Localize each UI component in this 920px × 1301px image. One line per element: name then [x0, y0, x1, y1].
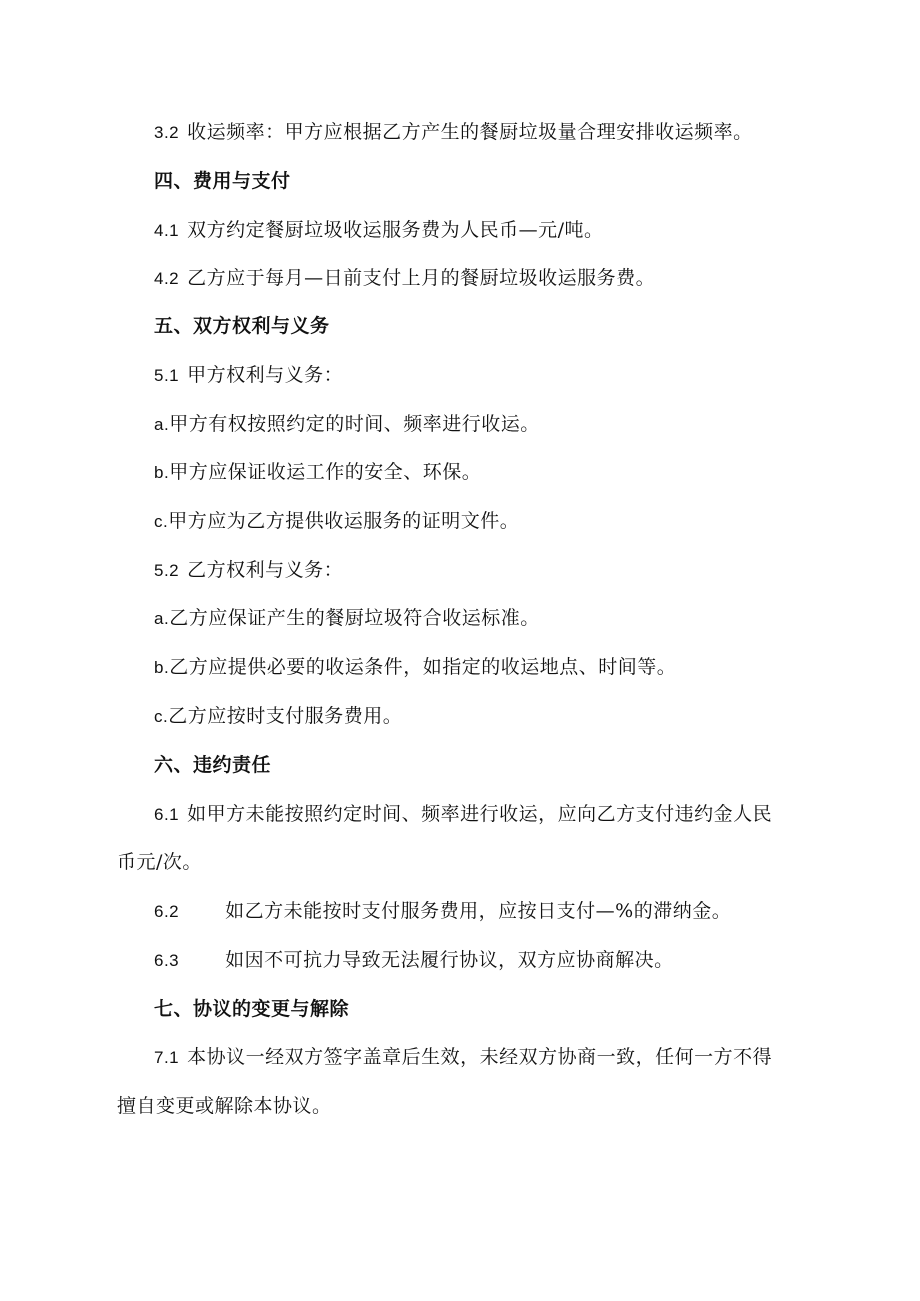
- clause-4-2: [154, 265, 655, 292]
- section-heading-5: 五、双方权利与义务: [154, 315, 330, 337]
- clause-text: 如因不可抗力导致无法履行协议，双方应协商解决。: [225, 949, 674, 971]
- clause-text: 乙方应于每月—日前支付上月的餐厨垃圾收运服务费。: [187, 267, 656, 289]
- item-text: 乙方应按时支付服务费用。: [168, 705, 403, 727]
- clause-5-1: [154, 362, 343, 389]
- clause-text: 如乙方未能按时支付服务费用，应按日支付—%的滞纳金。: [225, 900, 732, 922]
- clause-number: 5.2: [154, 561, 180, 580]
- clause-number: 4.2: [154, 269, 180, 288]
- item-letter: b.: [154, 658, 170, 677]
- clause-number: 7.1: [154, 1048, 180, 1067]
- item-5-1-c: [154, 508, 519, 535]
- clause-5-2: [154, 557, 343, 584]
- section-heading-6: 六、违约责任: [154, 754, 272, 776]
- clause-number: 4.1: [154, 221, 180, 240]
- clause-7-1: [154, 1044, 772, 1071]
- clause-6-2: [154, 898, 731, 925]
- item-letter: c.: [154, 707, 169, 726]
- item-text: 甲方应保证收运工作的安全、环保。: [169, 461, 482, 483]
- section-heading-7: 七、协议的变更与解除: [154, 998, 350, 1020]
- item-5-2-b: [154, 654, 676, 681]
- item-text: 甲方应为乙方提供收运服务的证明文件。: [168, 510, 520, 532]
- clause-text: 双方约定餐厨垃圾收运服务费为人民币—元/吨。: [187, 219, 604, 241]
- item-text: 乙方应提供必要的收运条件，如指定的收运地点、时间等。: [169, 656, 677, 678]
- section-heading-4: 四、费用与支付: [154, 170, 291, 192]
- item-5-1-b: [154, 459, 481, 486]
- clause-3-2: [154, 119, 753, 146]
- item-5-2-a: [154, 605, 540, 632]
- clause-text: 乙方权利与义务：: [187, 559, 344, 581]
- clause-number: 3.2: [154, 123, 180, 142]
- item-5-1-a: [154, 411, 540, 438]
- clause-6-1-continuation: 币元/次。: [117, 851, 202, 873]
- clause-number: 6.1: [154, 805, 180, 824]
- clause-4-1: [154, 217, 604, 244]
- clause-6-1: [154, 801, 772, 828]
- clause-7-1-continuation: 擅自变更或解除本协议。: [117, 1095, 332, 1117]
- item-letter: a.: [154, 609, 170, 628]
- item-text: 乙方应保证产生的餐厨垃圾符合收运标准。: [169, 607, 540, 629]
- clause-number: 5.1: [154, 366, 180, 385]
- clause-text: 本协议一经双方签字盖章后生效，未经双方协商一致，任何一方不得: [187, 1046, 773, 1068]
- clause-number: 6.3: [154, 951, 180, 970]
- clause-number: 6.2: [154, 902, 180, 921]
- clause-6-3: [154, 947, 674, 974]
- item-letter: c.: [154, 512, 169, 531]
- item-letter: b.: [154, 463, 170, 482]
- item-5-2-c: [154, 703, 402, 730]
- clause-text: 甲方权利与义务：: [187, 364, 344, 386]
- item-letter: a.: [154, 415, 170, 434]
- item-text: 甲方有权按照约定的时间、频率进行收运。: [169, 413, 540, 435]
- clause-text: 收运频率：甲方应根据乙方产生的餐厨垃圾量合理安排收运频率。: [187, 121, 753, 143]
- clause-text: 如甲方未能按照约定时间、频率进行收运，应向乙方支付违约金人民: [187, 803, 773, 825]
